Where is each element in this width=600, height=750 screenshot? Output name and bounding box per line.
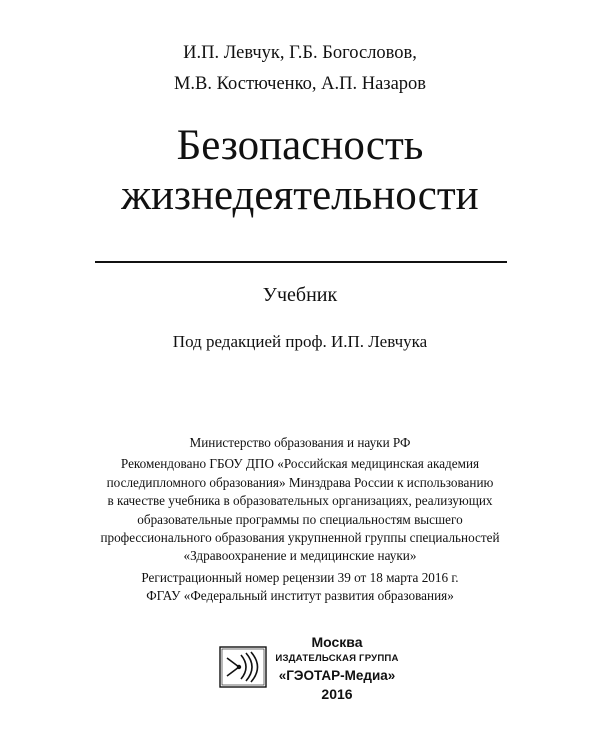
publisher-group: ИЗДАТЕЛЬСКАЯ ГРУППА — [275, 653, 399, 664]
title-line-2: жизнедеятельности — [121, 172, 479, 219]
registration-line-1: Регистрационный номер рецензии 39 от 18 марта 2016 г. — [141, 569, 459, 585]
book-title — [0, 121, 600, 221]
book-genre: Учебник — [262, 284, 338, 306]
authors-block — [0, 38, 600, 100]
title-line-1: Безопасность — [176, 122, 424, 169]
recommendation-line-2: последипломного образования» Минздрава России к использованию — [106, 474, 494, 490]
publisher-name: «ГЭОТАР-Медиа» — [278, 668, 396, 683]
recommendation-line-5: профессионального образования укрупненной группы специальностей — [100, 530, 500, 546]
publisher-text — [267, 633, 407, 703]
recommendation-line-1: Рекомендовано ГБОУ ДПО «Российская медицинская академия — [120, 456, 480, 472]
recommendation-line-3: в качестве учебника в образовательных организациях, реализующих — [107, 493, 493, 509]
authors-line-1: И.П. Левчук, Г.Б. Богословов, — [183, 43, 417, 63]
registration-line-2: ФГАУ «Федеральный институт развития образования» — [146, 588, 454, 604]
recommendation-line-6: «Здравоохранение и медицинские науки» — [183, 548, 417, 564]
publisher-block — [215, 633, 405, 703]
publisher-city: Москва — [311, 634, 363, 650]
publication-year: 2016 — [321, 686, 353, 702]
authors-line-2: М.В. Костюченко, А.П. Назаров — [173, 74, 427, 94]
ministry-line: Министерство образования и науки РФ — [189, 435, 411, 450]
editor-credit: Под редакцией проф. И.П. Левчука — [172, 332, 428, 351]
title-divider — [95, 261, 507, 263]
recommendation-line-4: образовательные программы по специальностям высшего — [137, 511, 463, 527]
approvals-block — [0, 434, 600, 606]
geotar-logo-icon — [219, 646, 267, 688]
